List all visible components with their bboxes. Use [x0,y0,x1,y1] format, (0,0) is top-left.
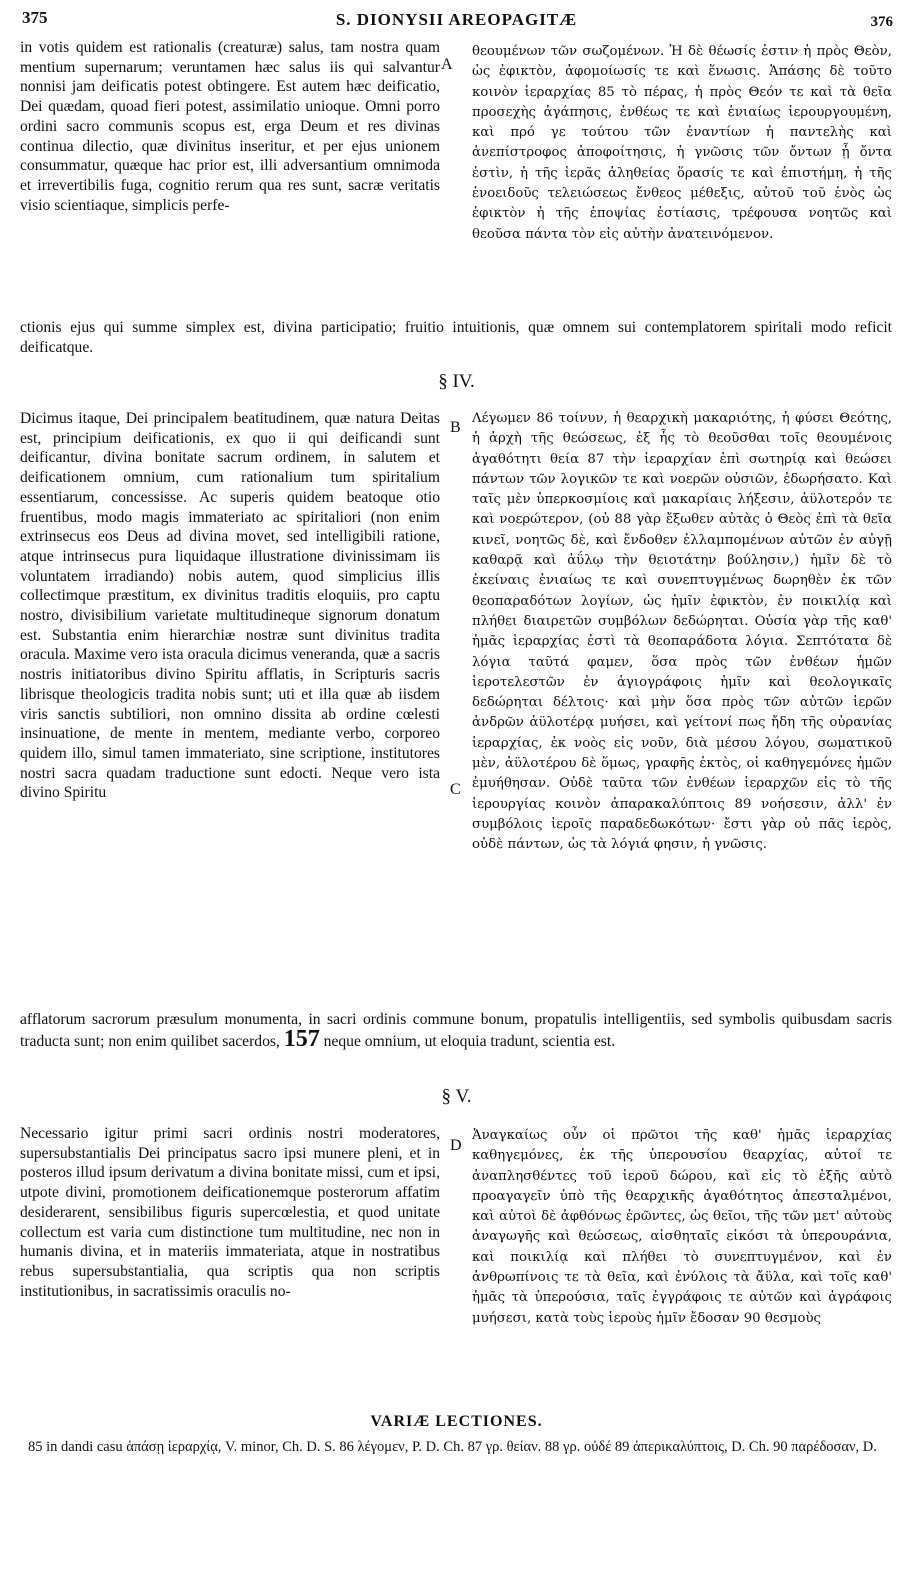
greek-column-section-v: Ἀναγκαίως οὖν οἱ πρῶτοι τῆς καθ' ἡμᾶς ἱεραρχίας καθηγεμόνες, ἐκ τῆς ὑπερουσίου θεαρχίας, αὐτοί τε ἀναπλησθέντες τοῦ ἱεροῦ δώρου, καὶ εἰς τὸ ἑξῆς αὐτὸ προαγαγεῖν ὑπὸ τῆς θεαρχικῆς ἀγαθότητος ἀπεσταλμένοι, καὶ αὐτοὶ δὲ ἀφθόνως ἐρῶντες, ὡς θεῖοι, τῆς τῶν μετ' αὐτοὺς ἀναγωγῆς καὶ θεώσεως, αἰσθηταῖς εἰκόσι τὰ ὑπερουράνια, καὶ ποικιλίᾳ καὶ πλήθει τὸ συνεπτυγμένον, καὶ ἐν ἀνθρωπίνοις τε τὰ θεῖα, καὶ ἐνύλοις τὰ ἄϋλα, καὶ τοῖς καθ' ἡμᾶς τὰ ὑπερούσια, ταῖς ἐγγράφοις τε αὐτῶν καὶ ἀγράφοις μυήσεσι, κατὰ τοὺς ἱεροὺς ἡμῖν ἔδοσαν 90 θεσμοὺς [472,1128,892,1326]
page-number-left: 375 [22,8,48,27]
greek-column-top: θεουμένων τῶν σωζομένων. Ἡ δὲ θέωσίς ἐστιν ἡ πρὸς Θεὸν, ὡς ἐφικτὸν, ἀφομοίωσίς τε καὶ ἕνωσις. Ἁπάσης δὲ τοῦτο κοινὸν ἱεραρχίας 85 τὸ πέρας, ἡ πρὸς Θεόν τε καὶ τὰ θεῖα προσεχὴς ἀγάπησις, ἐνθέως τε καὶ ἑνιαίως ἱερουργουμένη, καὶ πρό γε τούτου τῶν ἐναντίων ἡ παντελὴς καὶ ἀνεπίστροφος ἀποφοίτησις, ἡ γνῶσις τῶν ὄντων ᾗ ὄντα ἐστὶν, ἡ τῆς ἱερᾶς ἀληθείας ὅρασίς τε καὶ ἐπιστήμη, ἡ τῆς ἑνοειδοῦς τελειώσεως ἔνθεος μέθεξις, αὐτοῦ τοῦ ἑνὸς ὡς ἐφικτὸν ἡ τῆς ἐποψίας ἑστίασις, τρέφουσα νοητῶς καὶ θεοῦσα πάντα τὸν εἰς αὐτὴν ἀνατεινόμενον. [472,44,892,242]
full-width-text-a: afflatorum sacrorum præsulum monumenta, in sacri ordinis commune bonum, propatulis intelligentiis, sed symbolis quibusdam sacris traducta sunt; non enim quilibet sacerdos, [20,1011,892,1050]
greek-column-section-iv: Λέγωμεν 86 τοίνυν, ἡ θεαρχικὴ μακαριότης, ἡ φύσει Θεότης, ἡ ἀρχὴ τῆς θεώσεως, ἐξ ἧς τὸ θεοῦσθαι τοῖς θεουμένοις ἀγαθότητι θεία 87 τὴν ἱεραρχίαν ἐπὶ σωτηρίᾳ καὶ θεώσει πάντων τῶν λογικῶν τε καὶ νοερῶν οὐσιῶν, ἐδωρήσατο. Καὶ ταῖς μὲν ὑπερκοσμίοις καὶ μακαρίαις λήξεσιν, ἀϋλοτερόν τε καὶ νοερώτερον, (οὐ 88 γὰρ ἔξωθεν αὐτὰς ὁ Θεὸς ἐπὶ τὰ θεῖα κινεῖ, νοητῶς δὲ, καὶ ἔνδοθεν ἐλλαμπομένων αὐτῶν ἐν αὐγῇ καθαρᾷ καὶ ἀΰλῳ τὴν θειοτάτην βούλησιν,) ἡμῖν δὲ τὸ ἐκείναις ἑνιαίως τε καὶ συνεπτυγμένως δωρηθὲν ἐκ τῶν θεοπαραδότων λογίων, ὡς ἡμῖν ἐφικτὸν, ἐν ποικιλίᾳ καὶ πλήθει διαιρετῶν συμβόλων δεδώρηται. Οὐσία γὰρ τῆς καθ' ἡμᾶς ἱεραρχίας ἐστὶ τὰ θεοπαράδοτα λόγια. Σεπτότατα δὲ λόγια ταῦτά φαμεν, ὅσα πρὸς τῶν ἐνθέων ἡμῶν ἱεροτελεστῶν ἐν ἁγιογράφοις ἡμῖν καὶ θεολογικαῖς δεδώρηται δέλτοις· καὶ μὴν ὅσα πρὸς τῶν αὐτῶν ἱερῶν ἀνδρῶν ἀϋλοτέρᾳ μυήσει, καὶ γείτονί πως ἤδη τῆς οὐρανίας ἱεραρχίας, ἐκ νοὸς εἰς νοῦν, διὰ μέσου λόγου, σωματικοῦ μὲν, ἀϋλοτέρου δὲ ὅμως, γραφῆς ἐκτὸς, οἱ καθηγεμόνες ἡμῶν ἐμυήθησαν. Οὐδὲ ταῦτα τῶν ἐνθέων ἱεραρχῶν εἰς τὸ τῆς ἱερουργίας κοινὸν ἀπαρακαλύπτοις 89 νοήσεσιν, ἀλλ' ἐν συμβόλοις ἱεροῖς παραδεδωκότων· ἔστι γὰρ οὐ πᾶς ἱερὸς, οὐδὲ πάντων, ὡς τὰ λόγιά φησιν, ἡ γνῶσις. [472,411,892,853]
section-heading-v: § V. [441,1086,472,1107]
variae-lectiones-text: 85 in dandi casu ἁπάσῃ ἱεραρχίᾳ, V. minor, Ch. D. S. 86 λέγομεν, P. D. Ch. 87 γρ. θείαν. 88 γρ. οὐδέ 89 ἀπερικαλύπτοις, D. Ch. 90 παρέδοσαν, D. [28,1439,877,1455]
full-width-line-top: ctionis ejus qui summe simplex est, divina participatio; fruitio intuitionis, quæ omnem sui contemplatorem spiritali modo reficit deificatque. [20,319,892,356]
full-width-text-b: neque omnium, ut eloquia tradunt, scientia est. [323,1032,616,1050]
variae-lectiones-title: VARIÆ LECTIONES. [370,1413,543,1430]
page-header [0,8,913,34]
running-title: S. DIONYSII AREOPAGITÆ [335,10,578,29]
section-heading-iv: § IV. [438,371,475,392]
margin-marker-b: B [450,419,461,436]
latin-column-section-v: Necessario igitur primi sacri ordinis nostri moderatores, supersubstantialis Dei principatus sacro ipsi munere pleni, et in posteros illud ipsum derivatum a divina bonitate missi, cum et ipsi, utpote divini, promotionem deificationemque posterorum affatim desiderarent, sensibilibus figuris supercœlestia, et quod unitate collectum est varia cum distinctione tum multitudine, nec non in humanis divina, et in materiis immateriata, atque in nostratibus rebus supersubstantialia, qua scriptis qua non scriptis institutionibus, in sacratissimis oraculis no- [20,1125,440,1300]
page-number-right: 376 [870,14,893,30]
latin-column-section-iv: Dicimus itaque, Dei principalem beatitudinem, quæ natura Deitas est, principium deificationis, ex quo ii qui deificandi sunt deificantur, divina bonitate sacrum ordinem, in salutem et deificationem omnium, cum rationalium tum spiritalium essentiarum, concessisse. Ac superis quidem beatoque otio fruentibus, modo magis immateriato ac spiritaliori (non enim extrinsecus eos Deus ad divina movet, sed intelligibili ratione, atque intrinsecus pura liquidaque illustratione divinissimam iis voluntatem irradiando) nobis autem, quod simplicius illis collectimque præstitum, ex divinitus traditis eloquiis, pro captu nostro, divisibilium varietate multitudineque signorum donatum est. Substantia enim hierarchiæ nostræ sunt divinitus tradita oracula. Maxime vero ista oracula dicimus veneranda, quæ a sacris nostris initiatoribus divino Spiritu afflatis, in Scripturis sacris librisque theologicis tradita nobis sunt; uti et illa quæ ab iisdem viris sanctis subtiliori, non omnino dissita ab ordine cœlesti insinuatione, de mente in mentem, mediante verbo, corporeo quidem illo, simul tamen immateriato, sine scriptione, institutores nostri sacra quadam traductione sunt edocti. Neque vero ista divino Spiritu [20,410,440,802]
margin-marker-d: D [450,1137,462,1154]
column-number-marker: 157 [283,1025,320,1052]
margin-marker-a: A [441,56,453,73]
latin-column-top: in votis quidem est rationalis (creaturæ) salus, tam nostra quam mentium supernarum; veruntamen hæc salus iis qui salvantur nonnisi jam deificatis potest obtingere. Est autem hæc deificatio, Dei quædam, quoad fieri potest, assimilatio unioque. Omni porro ordini sacro communis scopus est, erga Deum et res divinas continua dilectio, quæ divinitus inseritur, et per ejus unionem consummatur, quæque hac prior est, illi adversantium omnimoda et irrevertibilis fuga, cognitio rerum qua res sunt, sacræ veritatis visio scientiaque, simplicis perfe- [20,39,440,214]
full-width-lines-section-iv [20,1010,892,1052]
margin-marker-c: C [450,781,461,798]
